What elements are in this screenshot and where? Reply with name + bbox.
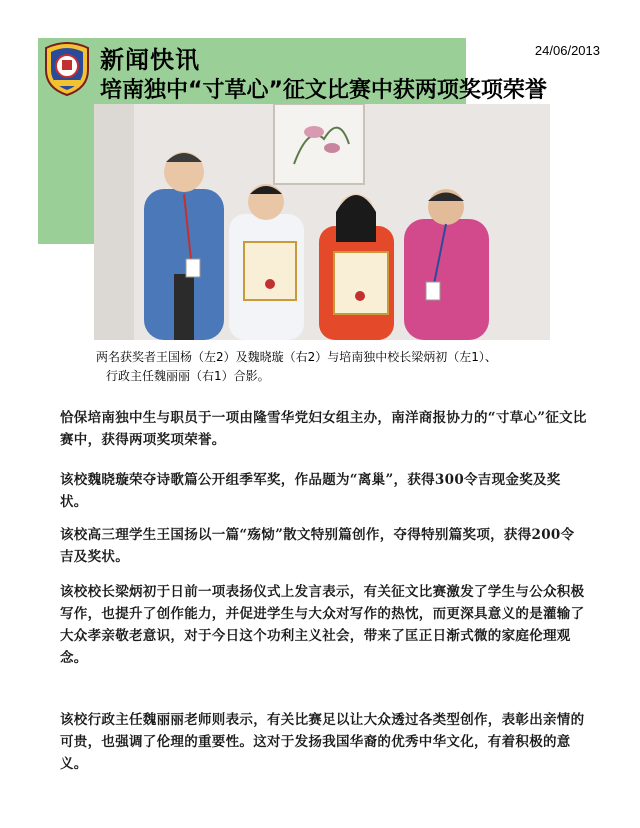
school-crest-icon bbox=[42, 40, 92, 96]
caption-line-2: 行政主任魏丽丽（右1）合影。 bbox=[106, 369, 270, 383]
award-photo bbox=[94, 104, 550, 340]
publish-date: 24/06/2013 bbox=[534, 43, 600, 58]
award-photo-illustration bbox=[94, 104, 550, 340]
paragraph-1: 恰保培南独中生与职员于一项由隆雪华党妇女组主办，南洋商报协力的“寸草心”征文比赛中，获得两项奖项荣誉。 bbox=[60, 410, 587, 448]
award-certificate-icon bbox=[244, 242, 296, 300]
page-title: 培南独中“寸草心”征文比赛中获两项奖项荣誉 bbox=[100, 78, 547, 103]
photo-caption bbox=[96, 348, 497, 386]
news-kicker: 新闻快讯 bbox=[100, 46, 200, 74]
caption-line-1: 两名获奖者王国杨（左2）及魏晓璇（右2）与培南独中校长梁炳初（左1）、 bbox=[96, 350, 497, 364]
paragraph-3: 该校高三理学生王国扬以一篇“殇恸”散文特别篇创作，夺得特别篇奖项，获得200令吉及奖状。 bbox=[60, 527, 575, 565]
paragraph-5: 该校行政主任魏丽丽老师则表示，有关比赛足以让大众透过各类型创作，表彰出亲情的可贵，也强调了伦理的重要性。这对于发扬我国华裔的优秀中华文化，有着积极的意义。 bbox=[60, 712, 585, 772]
paragraph-2: 该校魏晓璇荣夺诗歌篇公开组季军奖，作品题为“离巢”，获得300令吉现金奖及奖状。 bbox=[60, 472, 561, 510]
paragraph-4: 该校校长梁炳初于日前一项表扬仪式上发言表示，有关征文比赛激发了学生与公众积极写作，也提升了创作能力，并促进学生与大众对写作的热忱，而更深具意义的是灌输了大众孝亲敬老意识，对于今日这个功利主义社会，带来了匡正日渐式微的家庭伦理观念。 bbox=[60, 584, 585, 666]
